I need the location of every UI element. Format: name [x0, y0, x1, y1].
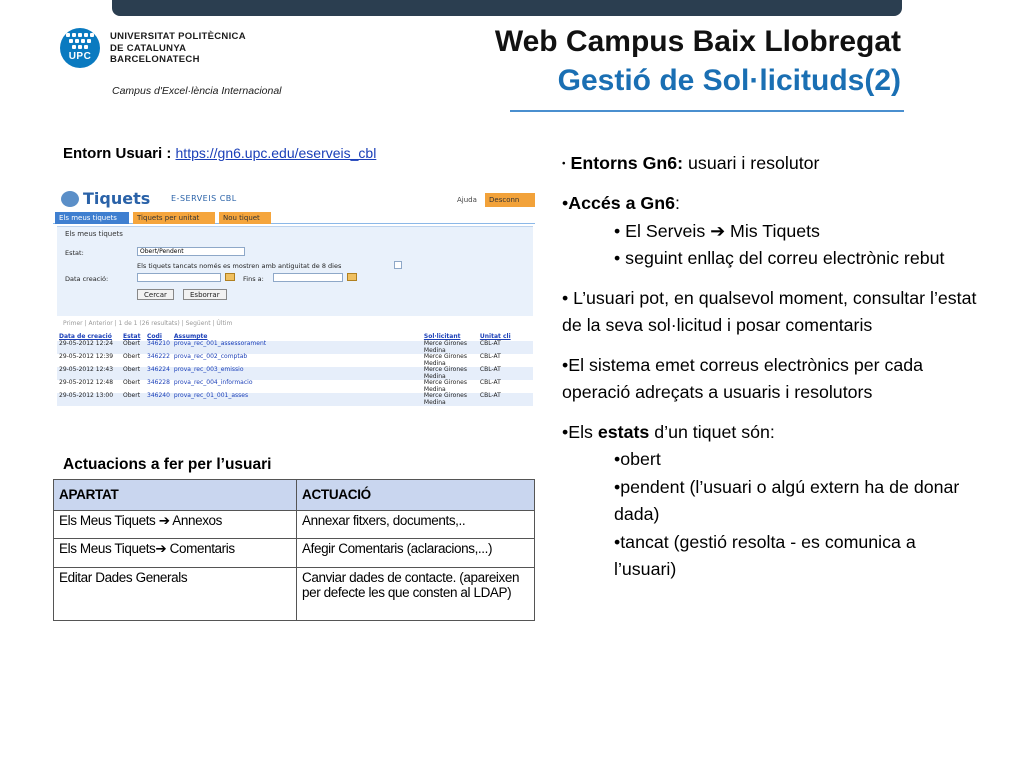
page-subtitle: Gestió de Sol·licituds(2)	[557, 64, 901, 97]
fins-label: Fins a:	[243, 275, 264, 283]
help-link[interactable]: Ajuda	[457, 196, 477, 204]
campus-tagline: Campus d'Excel·lència Internacional	[112, 85, 282, 97]
tab-nou-tiquet[interactable]: Nou tiquet	[219, 212, 271, 224]
app-tabs	[53, 212, 535, 224]
bullet-acces-1: • El Serveis ➔ Mis Tiquets	[614, 220, 820, 241]
estat-label: Estat:	[65, 249, 84, 257]
bullet-acces: •Accés a Gn6:	[562, 193, 680, 214]
bullet-estat-tancat: •tancat (gestió resolta - es comunica a l’usuari)	[614, 531, 916, 580]
tab-els-meus-tiquets[interactable]: Els meus tiquets	[55, 212, 129, 224]
col-sollicitant[interactable]: Sol·licitant	[422, 332, 478, 341]
bullet-sistema: •El sistema emet correus electrònics per cada operació adreçats a usuaris i resolutors	[562, 354, 924, 403]
bullet-estat-obert: •obert	[614, 449, 661, 470]
app-header	[53, 186, 535, 210]
bullet-entorns: • Entorns Gn6: usuari i resolutor	[562, 153, 820, 173]
title-rule	[510, 110, 904, 112]
disconnect-button[interactable]: Desconn	[485, 193, 535, 207]
arrow-right-icon: ➔	[158, 512, 170, 528]
col-date[interactable]: Data de creació	[57, 332, 121, 341]
data-creacio-label: Data creació:	[65, 275, 109, 283]
table-row: Editar Dades Generals Canviar dades de contacte. (apareixen per defecte les que consten al LDAP)	[54, 567, 535, 620]
calendar-icon[interactable]	[347, 273, 357, 281]
bullet-acces-2: • seguint enllaç del correu electrònic rebut	[614, 248, 945, 269]
bullet-list	[562, 150, 982, 584]
col-actuacio: ACTUACIÓ	[297, 480, 535, 511]
tickets-table	[57, 332, 533, 406]
university-name: UNIVERSITAT POLITÈCNICA DE CATALUNYA BARCELONATECH	[110, 31, 246, 65]
date-to-input[interactable]	[273, 273, 343, 282]
page-title: Web Campus Baix Llobregat	[494, 25, 901, 58]
table-row[interactable]: 29-05-2012 12:48 Obert 346228 prova_rec_004_informacio Merce Girones Medina CBL-AT	[59, 379, 501, 393]
col-blank	[292, 332, 422, 341]
filter-panel	[57, 226, 533, 316]
top-band	[112, 0, 902, 16]
entorn-link[interactable]: https://gn6.upc.edu/eserveis_cbl	[175, 145, 377, 161]
table-row[interactable]: 29-05-2012 12:24 Obert 346210 prova_rec_001_assessorament Merce Girones Medina CBL-AT	[57, 341, 533, 354]
bullet-usuari: • L’usuari pot, en qualsevol moment, consultar l’estat de la seva sol·licitud i posar comentaris	[562, 287, 977, 336]
col-apartat: APARTAT	[54, 480, 297, 511]
logo-text: UPC	[68, 51, 92, 62]
bullet-estat-pendent: •pendent (l’usuari o algú extern ha de donar dada)	[614, 476, 960, 525]
table-row: Els Meus Tiquets ➔ Annexos Annexar fitxers, documents,..	[54, 510, 535, 539]
closed-tickets-note: Els tiquets tancats només es mostren amb antiguitat de 8 dies	[137, 262, 342, 270]
arrow-right-icon: ➔	[710, 220, 726, 241]
search-button[interactable]: Cercar	[137, 289, 174, 300]
bullet-estats: •Els estats d’un tiquet són:	[562, 421, 775, 442]
show-closed-checkbox[interactable]	[394, 261, 402, 269]
clear-button[interactable]: Esborrar	[183, 289, 227, 300]
actuacions-header	[54, 480, 535, 511]
arrow-right-icon: ➔	[155, 541, 167, 557]
actuacions-table	[53, 479, 535, 621]
app-logo: Tiquets	[83, 189, 151, 208]
table-row[interactable]: 29-05-2012 13:00 Obert 346240 prova_rec_01_001_asses Merce Girones Medina CBL-AT	[57, 393, 533, 406]
table-row: Els Meus Tiquets➔ Comentaris Afegir Comentaris (aclaracions,...)	[54, 539, 535, 568]
entorn-usuari	[63, 145, 376, 162]
estat-select[interactable]: Obert/Pendent	[137, 247, 245, 256]
table-row[interactable]: 29-05-2012 12:39 Obert 346222 prova_rec_002_comptab Merce Girones Medina CBL-AT	[59, 353, 501, 367]
col-assumpte[interactable]: Assumpte	[172, 332, 292, 341]
col-unitat[interactable]: Unitat cli	[478, 332, 533, 341]
upc-logo	[60, 28, 100, 68]
col-estat[interactable]: Estat	[121, 332, 145, 341]
actuacions-title: Actuacions a fer per l’usuari	[63, 456, 272, 473]
tiquets-logo-icon	[61, 191, 79, 207]
date-from-input[interactable]	[137, 273, 221, 282]
panel-title: Els meus tiquets	[65, 230, 123, 238]
col-codi[interactable]: Codi	[145, 332, 172, 341]
pagination: Primer | Anterior | 1 de 1 (26 resultats) | Següent | Últim	[63, 320, 233, 327]
tiquets-app-screenshot	[53, 186, 535, 416]
app-subtitle: E-SERVEIS CBL	[171, 194, 237, 203]
calendar-icon[interactable]	[225, 273, 235, 281]
tab-tiquets-per-unitat[interactable]: Tiquets per unitat	[133, 212, 215, 224]
entorn-label: Entorn Usuari :	[63, 145, 176, 162]
table-row[interactable]: 29-05-2012 12:43 Obert 346224 prova_rec_003_emissio Merce Girones Medina CBL-AT	[57, 367, 533, 380]
